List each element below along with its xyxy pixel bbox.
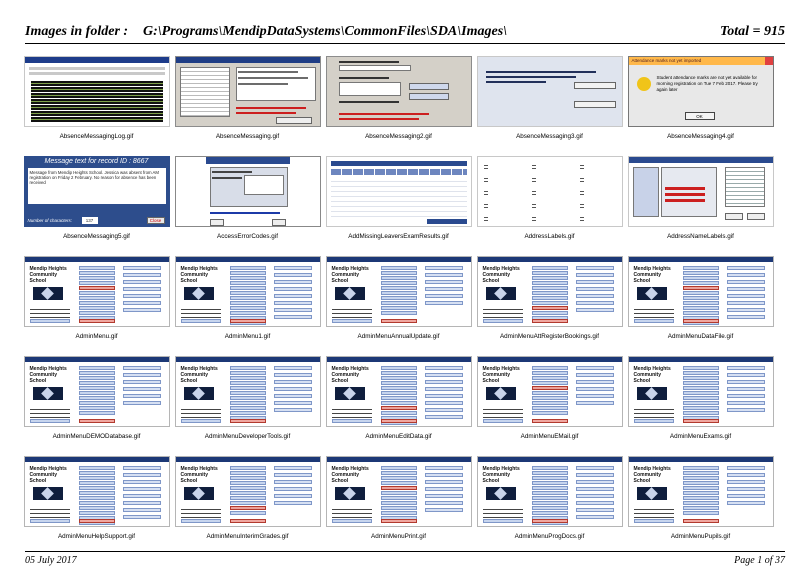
school-crest-icon	[637, 387, 667, 400]
school-name: Mendip Heights Community School	[633, 266, 671, 284]
close-button: Close	[147, 217, 165, 224]
image-cell[interactable]	[173, 356, 322, 456]
character-count: 137	[82, 217, 98, 224]
school-name: Mendip Heights Community School	[331, 266, 369, 284]
thumbnail-image[interactable]	[24, 256, 170, 327]
image-cell[interactable]	[324, 56, 473, 156]
school-crest-icon	[486, 287, 516, 300]
image-cell[interactable]	[22, 156, 171, 256]
image-cell[interactable]	[173, 156, 322, 256]
thumbnail-image[interactable]	[628, 356, 774, 427]
dialog-message: Message from Mendip Heights School. Jessica was absent from AM registration on Friday 2 February. No reason for absence has been received	[28, 168, 166, 204]
image-cell[interactable]	[475, 456, 624, 556]
thumbnail-image[interactable]	[24, 56, 170, 127]
thumbnail-image[interactable]	[175, 256, 321, 327]
image-cell[interactable]	[626, 256, 775, 356]
page-number: Page 1 of 37	[734, 555, 785, 566]
school-crest-icon	[33, 487, 63, 500]
image-grid	[22, 56, 777, 556]
thumbnail-image[interactable]	[326, 256, 472, 327]
close-icon	[765, 57, 773, 65]
warning-text: Student attendance marks are not yet available for morning registration on Tue 7 Feb 2017. Please try again later	[656, 75, 758, 92]
school-crest-icon	[335, 287, 365, 300]
dialog-title: Message text for record ID : 8667	[44, 158, 149, 165]
header-rule	[25, 43, 785, 44]
image-cell[interactable]	[173, 456, 322, 556]
thumbnail-image[interactable]	[326, 456, 472, 527]
thumbnail-image[interactable]	[628, 156, 774, 227]
image-cell[interactable]	[475, 156, 624, 256]
image-filename: AdminMenu.gif	[75, 333, 118, 340]
image-filename: AdminMenuDeveloperTools.gif	[204, 433, 291, 440]
image-filename: AdminMenuEMail.gif	[520, 433, 579, 440]
school-name: Mendip Heights Community School	[180, 266, 218, 284]
school-name: Mendip Heights Community School	[29, 366, 67, 384]
school-name: Mendip Heights Community School	[633, 366, 671, 384]
school-name: Mendip Heights Community School	[180, 466, 218, 484]
report-footer	[25, 555, 785, 571]
image-filename: AdminMenuProgDocs.gif	[514, 533, 585, 540]
image-filename: AccessErrorCodes.gif	[217, 233, 278, 240]
school-crest-icon	[486, 387, 516, 400]
thumbnail-image[interactable]	[24, 156, 170, 227]
school-crest-icon	[184, 387, 214, 400]
school-crest-icon	[335, 387, 365, 400]
image-filename: AbsenceMessaging.gif	[215, 133, 280, 140]
thumbnail-image[interactable]	[628, 56, 774, 127]
image-filename: AdminMenu1.gif	[224, 333, 271, 340]
image-filename: AdminMenuInterimGrades.gif	[206, 533, 289, 540]
report-date: 05 July 2017	[25, 555, 77, 566]
image-filename: AddressNameLabels.gif	[667, 233, 734, 240]
ok-button: OK	[685, 112, 715, 120]
school-crest-icon	[184, 487, 214, 500]
image-filename: AbsenceMessaging5.gif	[63, 233, 130, 240]
image-cell[interactable]	[475, 56, 624, 156]
school-name: Mendip Heights Community School	[29, 466, 67, 484]
thumbnail-image[interactable]	[326, 156, 472, 227]
image-filename: AbsenceMessaging4.gif	[667, 133, 734, 140]
image-cell[interactable]	[22, 356, 171, 456]
image-cell[interactable]	[626, 156, 775, 256]
character-count-label: Number of characters:	[27, 218, 73, 223]
image-filename: AdminMenuDataFile.gif	[667, 333, 734, 340]
image-filename: AdminMenuPrint.gif	[371, 533, 426, 540]
thumbnail-image[interactable]	[628, 456, 774, 527]
thumbnail-image[interactable]	[628, 256, 774, 327]
school-crest-icon	[335, 487, 365, 500]
image-cell[interactable]	[324, 356, 473, 456]
thumbnail-image[interactable]	[477, 156, 623, 227]
school-name: Mendip Heights Community School	[482, 366, 520, 384]
thumbnail-image[interactable]	[24, 456, 170, 527]
image-filename: AdminMenuAnnualUpdate.gif	[357, 333, 440, 340]
image-cell[interactable]	[22, 456, 171, 556]
image-filename: AddMissingLeaversExamResults.gif	[348, 233, 449, 240]
image-cell[interactable]	[626, 356, 775, 456]
image-filename: AddressLabels.gif	[524, 233, 575, 240]
school-name: Mendip Heights Community School	[180, 366, 218, 384]
image-cell[interactable]	[324, 456, 473, 556]
image-filename: AdminMenuEditData.gif	[365, 433, 432, 440]
thumbnail-image[interactable]	[175, 356, 321, 427]
image-cell[interactable]	[22, 256, 171, 356]
thumbnail-image[interactable]	[175, 456, 321, 527]
school-crest-icon	[486, 487, 516, 500]
school-name: Mendip Heights Community School	[331, 366, 369, 384]
image-cell[interactable]	[324, 156, 473, 256]
image-filename: AbsenceMessagingLog.gif	[59, 133, 134, 140]
folder-label: Images in folder :	[25, 24, 129, 39]
image-filename: AdminMenuPupils.gif	[670, 533, 731, 540]
image-cell[interactable]	[475, 356, 624, 456]
image-cell[interactable]	[626, 56, 775, 156]
school-name: Mendip Heights Community School	[29, 266, 67, 284]
school-name: Mendip Heights Community School	[482, 266, 520, 284]
thumbnail-image[interactable]	[24, 356, 170, 427]
thumbnail-image[interactable]	[477, 356, 623, 427]
folder-path: G:\Programs\MendipDataSystems\CommonFiles\SDA\Images\	[143, 24, 508, 39]
thumbnail-image[interactable]	[326, 56, 472, 127]
warning-icon	[637, 77, 651, 91]
image-cell[interactable]	[475, 256, 624, 356]
school-crest-icon	[33, 387, 63, 400]
warning-title: Attendance marks not yet imported	[629, 57, 773, 65]
image-cell[interactable]	[173, 256, 322, 356]
school-crest-icon	[637, 287, 667, 300]
image-filename: AdminMenuDEMODatabase.gif	[52, 433, 141, 440]
report-header	[25, 22, 785, 42]
footer-rule	[25, 551, 785, 552]
image-cell[interactable]	[173, 56, 322, 156]
school-crest-icon	[637, 487, 667, 500]
school-name: Mendip Heights Community School	[482, 466, 520, 484]
thumbnail-image[interactable]	[477, 56, 623, 127]
school-name: Mendip Heights Community School	[331, 466, 369, 484]
school-name: Mendip Heights Community School	[633, 466, 671, 484]
thumbnail-image[interactable]	[175, 156, 321, 227]
thumbnail-image[interactable]	[326, 356, 472, 427]
image-filename: AbsenceMessaging2.gif	[365, 133, 432, 140]
thumbnail-image[interactable]	[477, 256, 623, 327]
thumbnail-image[interactable]	[175, 56, 321, 127]
image-cell[interactable]	[324, 256, 473, 356]
image-total: Total = 915	[719, 24, 785, 39]
thumbnail-image[interactable]	[477, 456, 623, 527]
image-cell[interactable]	[626, 456, 775, 556]
image-cell[interactable]	[22, 56, 171, 156]
image-filename: AdminMenuAttRegisterBookings.gif	[499, 333, 600, 340]
image-filename: AdminMenuHelpSupport.gif	[57, 533, 135, 540]
school-crest-icon	[33, 287, 63, 300]
image-filename: AbsenceMessaging3.gif	[516, 133, 583, 140]
image-filename: AdminMenuExams.gif	[669, 433, 732, 440]
school-crest-icon	[184, 287, 214, 300]
